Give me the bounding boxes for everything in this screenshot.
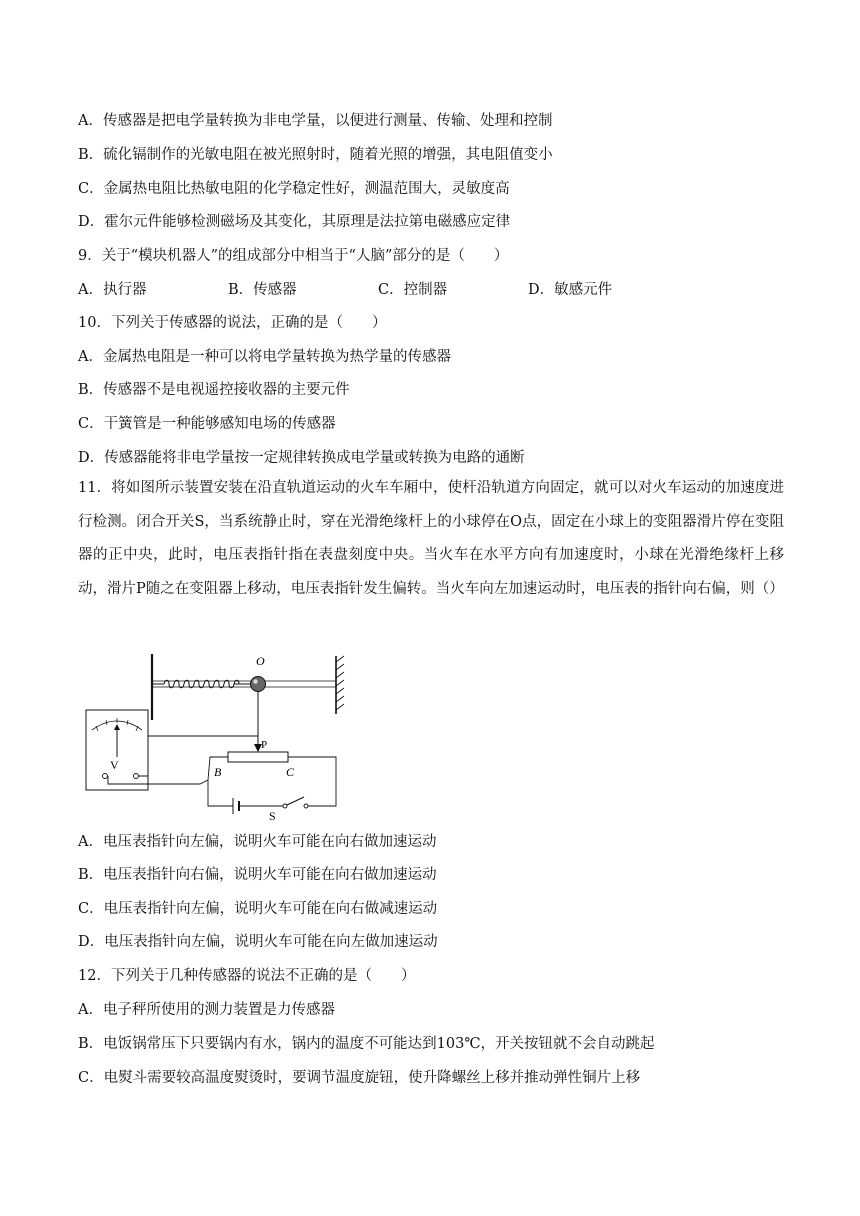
q11-option-d: D．电压表指针向左偏，说明火车可能在向左做加速运动 — [78, 934, 438, 950]
q12-option-b: B．电饭锅常压下只要锅内有水，锅内的温度不可能达到103℃，开关按钮就不会自动跳起 — [78, 1036, 655, 1052]
q12-option-c: C．电熨斗需要较高温度熨烫时，要调节温度旋钮，使升降螺丝上移并推动弹性铜片上移 — [78, 1070, 641, 1086]
right-wall — [336, 656, 344, 714]
q10-option-a: A．金属热电阻是一种可以将电学量转换为热学量的传感器 — [78, 349, 451, 365]
q8-option-b: B．硫化镉制作的光敏电阻在被光照射时，随着光照的增强，其电阻值变小 — [78, 147, 553, 163]
q10-option-c: C．干簧管是一种能够感知电场的传感器 — [78, 416, 336, 432]
ball — [251, 677, 266, 692]
q9-option-a: A．执行器 — [78, 282, 147, 298]
label-s: S — [269, 809, 276, 820]
switch — [283, 797, 308, 808]
q11-option-b: B．电压表指针向右偏，说明火车可能在向右做加速运动 — [78, 867, 437, 883]
q10-stem: 10．下列关于传感器的说法，正确的是（ ） — [78, 315, 387, 331]
label-c: C — [286, 765, 295, 779]
q8-option-c: C．金属热电阻比热敏电阻的化学稳定性好，测温范围大，灵敏度高 — [78, 181, 510, 197]
voltmeter — [86, 710, 148, 790]
ball-highlight — [253, 679, 257, 683]
q11-stem: 11．将如图所示装置安装在沿直轨道运动的火车车厢中，使杆沿轨道方向固定，就可以对火车运动的加速度进行检测。闭合开关S，当系统静止时，穿在光滑绝缘杆上的小球停在O点，固定在小球上的变阻器滑片停在变阻器的正中央，此时，电压表指针指在表盘刻度中央。当火车在水平方向有加速度时，小球在光滑绝缘杆上移动，滑片P随之在变阻器上移动，电压表指针发生偏转。当火车向左加速运动时，电压表的指针向右偏，则（） — [78, 480, 784, 597]
label-b: B — [214, 765, 222, 779]
q12-stem: 12．下列关于几种传感器的说法不正确的是（ ） — [78, 968, 416, 984]
q8-option-a: A．传感器是把电学量转换为非电学量，以便进行测量、传输、处理和控制 — [78, 113, 553, 129]
label-o: O — [256, 654, 265, 668]
q10-option-b: B．传感器不是电视遥控接收器的主要元件 — [78, 382, 350, 398]
q10-option-d: D．传感器能将非电学量按一定规律转换成电学量或转换为电路的通断 — [78, 450, 525, 466]
q9-option-c: C．控制器 — [378, 282, 448, 298]
rheostat — [228, 752, 288, 762]
q11-option-a: A．电压表指针向左偏，说明火车可能在向右做加速运动 — [78, 834, 437, 850]
q11-option-c: C．电压表指针向左偏，说明火车可能在向右做减速运动 — [78, 901, 438, 917]
q12-option-a: A．电子秤所使用的测力装置是力传感器 — [78, 1002, 335, 1018]
q11-circuit-figure — [80, 648, 350, 820]
q9-option-b: B．传感器 — [228, 282, 297, 298]
label-v: V — [110, 758, 119, 772]
label-p: P — [261, 739, 268, 751]
q9-stem: 9．关于“模块机器人”的组成部分中相当于“人脑”部分的是（ ） — [78, 248, 509, 264]
q9-option-d: D．敏感元件 — [528, 282, 613, 298]
q8-option-d: D．霍尔元件能够检测磁场及其变化，其原理是法拉第电磁感应定律 — [78, 214, 511, 230]
